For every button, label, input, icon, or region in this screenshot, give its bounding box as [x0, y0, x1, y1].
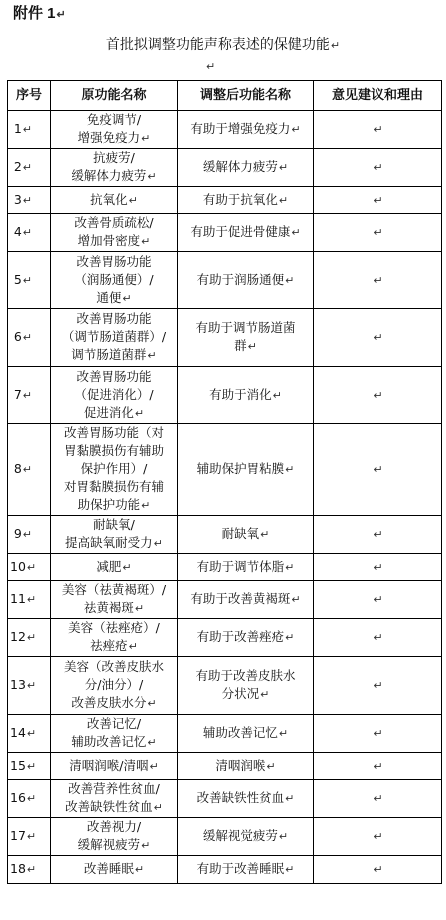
row-index-value: 5 — [13, 271, 22, 287]
original-function-name-line: 促进消化 — [83, 404, 134, 420]
paragraph-mark: ↵ — [141, 839, 151, 852]
table-row — [8, 715, 442, 753]
adjusted-function-name — [178, 581, 314, 619]
original-function-name-line: （调节肠道菌群）/ — [61, 329, 167, 344]
original-function-name-line: 缓解视疲劳 — [77, 837, 141, 852]
paragraph-mark: ↵ — [278, 727, 289, 740]
table-row — [8, 187, 442, 214]
adjusted-function-name — [178, 214, 314, 252]
original-function-name-line: 缓解体力疲劳 — [71, 168, 147, 183]
original-function-name-line: 调节肠道菌群 — [71, 347, 147, 362]
paragraph-mark: ↵ — [291, 123, 301, 136]
paragraph-mark: ↵ — [147, 170, 157, 183]
paragraph-mark: ↵ — [278, 161, 289, 174]
comments-cell[interactable] — [314, 856, 442, 884]
adjusted-function-name-line: 有助于改善痤疮 — [196, 629, 285, 644]
paragraph-mark: ↵ — [373, 863, 383, 876]
adjusted-function-name — [178, 424, 314, 516]
row-index — [8, 516, 51, 554]
original-function-name — [51, 149, 178, 187]
paragraph-mark: ↵ — [147, 736, 157, 749]
original-function-name — [51, 780, 178, 818]
table-header-row — [8, 81, 442, 111]
paragraph-mark: ↵ — [373, 792, 383, 805]
row-index — [8, 581, 51, 619]
paragraph-mark: ↵ — [26, 593, 37, 606]
paragraph-mark: ↵ — [26, 863, 37, 876]
adjusted-function-name — [178, 111, 314, 149]
paragraph-mark: ↵ — [147, 349, 157, 362]
original-function-name-line: 增强免疫力 — [77, 130, 141, 145]
row-index-value: 10 — [10, 558, 26, 574]
comments-cell[interactable] — [314, 111, 442, 149]
comments-cell[interactable] — [314, 753, 442, 780]
paragraph-mark: ↵ — [147, 697, 157, 710]
paragraph-mark: ↵ — [278, 830, 289, 843]
original-function-name-line: 改善营养性贫血/ — [68, 781, 160, 796]
original-function-name-line: 美容（祛黄褐斑）/ — [61, 582, 167, 597]
row-index-value: 2 — [13, 159, 22, 174]
adjusted-function-name — [178, 149, 314, 187]
paragraph-mark: ↵ — [285, 463, 295, 476]
comments-cell[interactable] — [314, 516, 442, 554]
row-index-value: 15 — [10, 757, 26, 773]
original-function-name-line: 增加骨密度 — [77, 233, 141, 248]
original-function-name-line: 祛黄褐斑 — [83, 600, 134, 615]
comments-cell[interactable] — [314, 252, 442, 309]
paragraph-mark: ↵ — [22, 463, 32, 476]
header-adjusted-name: 调整后功能名称 — [178, 81, 314, 111]
paragraph-mark: ↵ — [141, 235, 151, 248]
adjusted-function-name-line: 耐缺氧 — [221, 526, 260, 541]
paragraph-mark: ↵ — [247, 340, 257, 353]
adjusted-function-name — [178, 780, 314, 818]
paragraph-mark: ↵ — [128, 640, 138, 653]
row-index — [8, 753, 51, 780]
row-index — [8, 780, 51, 818]
original-function-name — [51, 214, 178, 252]
paragraph-mark: ↵ — [26, 560, 37, 574]
original-function-name-line: 提高缺氧耐受力 — [65, 535, 153, 550]
row-index-value: 7 — [13, 386, 22, 402]
row-index — [8, 149, 51, 187]
paragraph-mark: ↵ — [373, 560, 383, 574]
adjusted-function-name — [178, 856, 314, 884]
table-row — [8, 309, 442, 367]
paragraph-mark: ↵ — [22, 226, 32, 239]
row-index — [8, 554, 51, 581]
row-index-value: 12 — [10, 629, 26, 644]
row-index-value: 14 — [10, 725, 26, 740]
adjusted-function-name-line: 有助于消化 — [209, 386, 272, 402]
table-row — [8, 554, 442, 581]
row-index-value: 17 — [10, 828, 26, 843]
paragraph-mark: ↵ — [285, 273, 295, 287]
function-table — [7, 80, 442, 884]
original-function-name-line: 美容（祛痤疮）/ — [68, 620, 160, 635]
row-index — [8, 818, 51, 856]
paragraph-mark: ↵ — [22, 193, 32, 207]
paragraph-mark: ↵ — [373, 388, 383, 402]
adjusted-function-name-line: 缓解视觉疲劳 — [202, 828, 278, 843]
row-index — [8, 252, 51, 309]
original-function-name-line: 抗疲劳/ — [93, 150, 135, 165]
table-row — [8, 619, 442, 657]
original-function-name-line: 对胃黏膜损伤有辅 — [63, 479, 164, 494]
row-index-value: 18 — [10, 861, 26, 876]
original-function-name — [51, 424, 178, 516]
paragraph-mark: ↵ — [141, 132, 151, 145]
comments-cell[interactable] — [314, 581, 442, 619]
row-index-value: 9 — [13, 526, 22, 541]
original-function-name-line: （促进消化）/ — [74, 386, 154, 402]
table-row — [8, 856, 442, 884]
comments-cell[interactable] — [314, 657, 442, 715]
original-function-name-line: 改善骨质疏松/ — [74, 215, 154, 230]
original-function-name-line: 减肥 — [96, 558, 122, 574]
adjusted-function-name — [178, 619, 314, 657]
paragraph-mark: ↵ — [128, 193, 138, 207]
paragraph-mark: ↵ — [22, 273, 32, 287]
table-row — [8, 252, 442, 309]
paragraph-mark: ↵ — [291, 593, 301, 606]
paragraph-mark: ↵ — [260, 528, 270, 541]
original-function-name-line: 改善胃肠功能 — [76, 368, 152, 384]
paragraph-mark: ↵ — [373, 226, 383, 239]
paragraph-mark: ↵ — [153, 537, 163, 550]
adjusted-function-name-line: 缓解体力疲劳 — [202, 159, 278, 174]
comments-cell[interactable] — [314, 367, 442, 424]
paragraph-mark: ↵ — [122, 291, 132, 305]
table-row — [8, 111, 442, 149]
original-function-name — [51, 187, 178, 214]
paragraph-mark: ↵ — [26, 727, 37, 740]
paragraph-mark: ↵ — [373, 631, 383, 644]
paragraph-mark: ↵ — [266, 759, 276, 773]
adjusted-function-name — [178, 309, 314, 367]
appendix-label: 附件 1↵ — [13, 5, 66, 22]
original-function-name-line: 通便 — [96, 289, 122, 305]
original-function-name-line: 美容（改善皮肤水 — [63, 659, 164, 674]
adjusted-function-name — [178, 187, 314, 214]
original-function-name-line: 耐缺氧/ — [93, 517, 135, 532]
row-index-value: 13 — [10, 677, 26, 692]
row-index — [8, 367, 51, 424]
paragraph-mark: ↵ — [285, 863, 295, 876]
paragraph-mark: ↵ — [26, 792, 37, 805]
row-index-value: 4 — [13, 224, 22, 239]
table-row — [8, 657, 442, 715]
paragraph-mark: ↵ — [153, 801, 163, 814]
original-function-name-line: 分/油分）/ — [84, 677, 144, 692]
adjusted-function-name-line: 有助于增强免疫力 — [190, 121, 291, 136]
original-function-name-line: 改善胃肠功能 — [76, 311, 152, 326]
paragraph-mark: ↵ — [141, 499, 151, 512]
adjusted-function-name-line: 辅助改善记忆 — [202, 725, 278, 740]
original-function-name-line: 免疫调节/ — [86, 112, 142, 127]
comments-cell[interactable] — [314, 554, 442, 581]
original-function-name-line: 清咽润喉/清咽 — [69, 757, 149, 773]
paragraph-mark: ↵ — [22, 331, 32, 344]
paragraph-mark: ↵ — [22, 528, 32, 541]
original-function-name — [51, 619, 178, 657]
adjusted-function-name — [178, 818, 314, 856]
adjusted-function-name-line: 有助于调节肠道菌 — [195, 320, 296, 335]
original-function-name — [51, 818, 178, 856]
row-index — [8, 715, 51, 753]
row-index-value: 1 — [13, 121, 22, 136]
row-index — [8, 309, 51, 367]
paragraph-mark: ↵ — [26, 759, 37, 773]
row-index — [8, 619, 51, 657]
paragraph-mark: ↵ — [122, 560, 132, 574]
paragraph-mark: ↵ — [22, 123, 32, 136]
header-index: 序号 — [8, 81, 51, 111]
table-row — [8, 780, 442, 818]
adjusted-function-name-line: 辅助保护胃粘膜 — [196, 461, 285, 476]
original-function-name-line: 助保护功能 — [77, 497, 141, 512]
original-function-name — [51, 657, 178, 715]
original-function-name-line: （润肠通便）/ — [74, 271, 154, 287]
adjusted-function-name-line: 有助于改善黄褐斑 — [190, 591, 291, 606]
adjusted-function-name — [178, 252, 314, 309]
comments-cell[interactable] — [314, 818, 442, 856]
row-index-value: 6 — [13, 329, 22, 344]
original-function-name-line: 抗氧化 — [90, 191, 128, 207]
comments-cell[interactable] — [314, 309, 442, 367]
row-index — [8, 111, 51, 149]
original-function-name — [51, 367, 178, 424]
paragraph-mark: ↵ — [373, 193, 383, 207]
row-index-value: 16 — [10, 790, 26, 805]
paragraph-mark: ↵ — [272, 388, 282, 402]
table-row — [8, 424, 442, 516]
adjusted-function-name-line: 有助于抗氧化 — [202, 191, 278, 207]
paragraph-mark: ↵ — [373, 331, 383, 344]
paragraph-mark: ↵ — [373, 593, 383, 606]
adjusted-function-name-line: 有助于改善睡眠 — [196, 861, 285, 876]
original-function-name-line: 改善缺铁性贫血 — [65, 799, 153, 814]
adjusted-function-name — [178, 715, 314, 753]
original-function-name-line: 祛痤疮 — [90, 638, 128, 653]
table-row — [8, 818, 442, 856]
original-function-name — [51, 581, 178, 619]
header-comments: 意见建议和理由 — [314, 81, 442, 111]
paragraph-mark: ↵ — [285, 792, 295, 805]
adjusted-function-name-line: 清咽润喉 — [215, 757, 266, 773]
adjusted-function-name-line: 分状况 — [221, 686, 260, 701]
paragraph-mark: ↵ — [373, 727, 383, 740]
paragraph-mark: ↵ — [26, 631, 37, 644]
paragraph-mark: ↵ — [373, 161, 383, 174]
original-function-name-line: 改善记忆/ — [86, 716, 142, 731]
original-function-name-line: 改善胃肠功能 — [76, 253, 152, 269]
paragraph-mark: ↵ — [26, 830, 37, 843]
row-index-value: 11 — [10, 591, 26, 606]
comments-cell[interactable] — [314, 619, 442, 657]
table-row — [8, 149, 442, 187]
paragraph-mark: ↵ — [373, 273, 383, 287]
adjusted-function-name-line: 有助于改善皮肤水 — [195, 668, 296, 683]
original-function-name-line: 保护作用）/ — [80, 461, 148, 476]
comments-cell[interactable] — [314, 424, 442, 516]
comments-cell[interactable] — [314, 149, 442, 187]
paragraph-mark: ↵ — [26, 679, 37, 692]
row-index — [8, 424, 51, 516]
row-index — [8, 214, 51, 252]
paragraph-mark: ↵ — [22, 161, 32, 174]
table-row — [8, 753, 442, 780]
paragraph-mark: ↵ — [373, 463, 383, 476]
paragraph-mark: ↵ — [260, 688, 270, 701]
row-index-value: 8 — [13, 461, 22, 476]
paragraph-mark: ↵ — [285, 560, 295, 574]
adjusted-function-name — [178, 367, 314, 424]
row-index — [8, 856, 51, 884]
paragraph-mark: ↵ — [373, 830, 383, 843]
original-function-name-line: 胃黏膜损伤有辅助 — [63, 443, 164, 458]
row-index — [8, 187, 51, 214]
paragraph-mark: ↵ — [373, 759, 383, 773]
adjusted-function-name-line: 群 — [234, 338, 247, 353]
table-row — [8, 367, 442, 424]
original-function-name-line: 改善睡眠 — [83, 861, 134, 876]
comments-cell[interactable] — [314, 187, 442, 214]
table-row — [8, 516, 442, 554]
paragraph-mark: ↵ — [134, 602, 145, 615]
document-title: 首批拟调整功能声称表述的保健功能↵ — [105, 37, 341, 53]
paragraph-mark: ↵ — [373, 679, 383, 692]
original-function-name — [51, 554, 178, 581]
adjusted-function-name — [178, 657, 314, 715]
original-function-name — [51, 715, 178, 753]
original-function-name — [51, 309, 178, 367]
original-function-name — [51, 111, 178, 149]
header-original-name: 原功能名称 — [51, 81, 178, 111]
original-function-name — [51, 516, 178, 554]
paragraph-mark: ↵ — [291, 226, 301, 239]
adjusted-function-name — [178, 753, 314, 780]
row-index-value: 3 — [13, 191, 22, 207]
adjusted-function-name-line: 有助于调节体脂 — [196, 558, 285, 574]
comments-cell[interactable] — [314, 214, 442, 252]
paragraph-mark: ↵ — [285, 631, 295, 644]
table-row — [8, 214, 442, 252]
paragraph-mark: ↵ — [134, 406, 145, 420]
paragraph-mark: ↵ — [134, 863, 145, 876]
paragraph-mark: ↵ — [278, 193, 289, 207]
adjusted-function-name — [178, 516, 314, 554]
original-function-name — [51, 753, 178, 780]
paragraph-mark: ↵ — [206, 60, 216, 73]
paragraph-mark: ↵ — [22, 388, 32, 402]
comments-cell[interactable] — [314, 715, 442, 753]
original-function-name-line: 改善视力/ — [86, 819, 142, 834]
paragraph-mark: ↵ — [373, 528, 383, 541]
comments-cell[interactable] — [314, 780, 442, 818]
table-row — [8, 581, 442, 619]
original-function-name-line: 辅助改善记忆 — [71, 734, 147, 749]
original-function-name — [51, 856, 178, 884]
adjusted-function-name-line: 有助于促进骨健康 — [190, 224, 291, 239]
row-index — [8, 657, 51, 715]
adjusted-function-name — [178, 554, 314, 581]
adjusted-function-name-line: 改善缺铁性贫血 — [196, 790, 285, 805]
original-function-name-line: 改善皮肤水分 — [71, 695, 147, 710]
original-function-name — [51, 252, 178, 309]
paragraph-mark: ↵ — [373, 123, 383, 136]
paragraph-mark: ↵ — [149, 759, 159, 773]
original-function-name-line: 改善胃肠功能（对 — [63, 425, 164, 440]
adjusted-function-name-line: 有助于润肠通便 — [196, 271, 285, 287]
